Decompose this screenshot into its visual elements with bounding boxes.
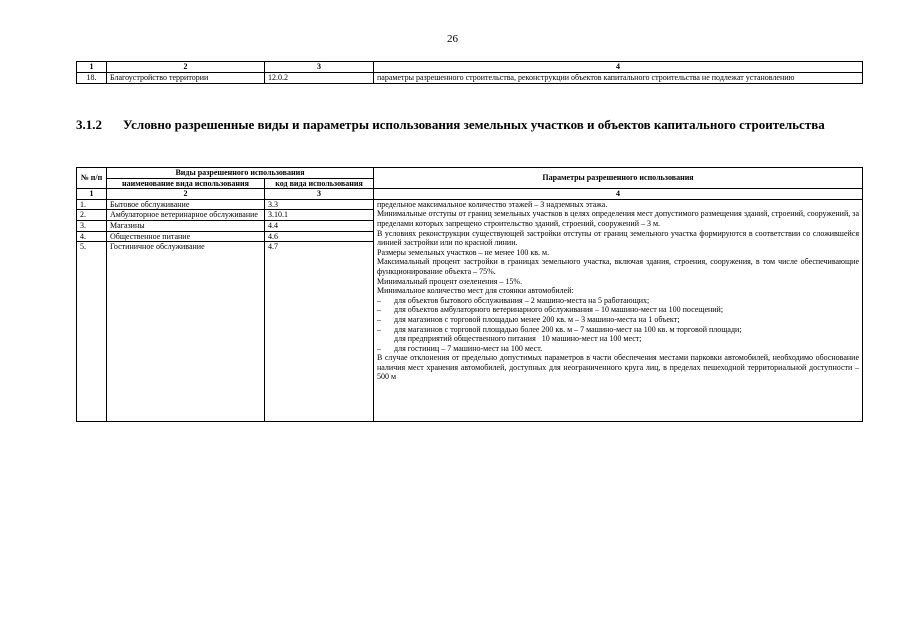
dash-marker: – bbox=[377, 295, 382, 305]
use-params: параметры разрешенного строительства, реконструкции объектов капитального строительства не подлежат установлению bbox=[374, 73, 863, 84]
table-row bbox=[77, 199, 863, 210]
dash-marker: – bbox=[377, 343, 382, 353]
list-item bbox=[377, 305, 859, 315]
parking-list bbox=[377, 296, 859, 354]
use-type-code: 4.7 bbox=[265, 242, 374, 252]
use-type-name: Магазины bbox=[107, 220, 265, 231]
empty-cell bbox=[265, 252, 374, 422]
params-built-percentage: Максимальный процент застройки в границах земельного участка, включая здания, строения, сооружения, в том числе обеспечивающие функционирование объекта – 75%. bbox=[377, 257, 860, 276]
list-item bbox=[377, 325, 859, 335]
list-item-text: для магазинов с торговой площадью менее 200 кв. м – 3 машино-места на 1 объект; bbox=[394, 314, 680, 324]
header-use-types: Виды разрешенного использования bbox=[107, 168, 374, 179]
use-type-code: 3.10.1 bbox=[265, 210, 374, 221]
empty-cell bbox=[77, 252, 107, 422]
empty-cell bbox=[107, 252, 265, 422]
conditional-uses-table bbox=[76, 167, 863, 422]
list-item-text: для магазинов с торговой площадью более 200 кв. м – 7 машино-мест на 100 кв. м торговой площади; bbox=[394, 324, 742, 334]
use-type-name: Общественное питание bbox=[107, 231, 265, 242]
list-item-text: для гостиниц – 7 машино-мест на 100 мест. bbox=[394, 343, 543, 353]
section-number: 3.1.2 bbox=[76, 117, 102, 132]
row-number: 2. bbox=[77, 210, 107, 221]
use-type-name: Бытовое обслуживание bbox=[107, 199, 265, 210]
list-item bbox=[377, 344, 859, 354]
use-type-code: 4.4 bbox=[265, 220, 374, 231]
col-index-2: 2 bbox=[107, 189, 265, 200]
list-item-text: для объектов бытового обслуживания – 2 машино-места на 5 работающих; bbox=[394, 295, 650, 305]
column-index-row bbox=[77, 189, 863, 200]
params-plot-size: Размеры земельных участков – не менее 100 кв. м. bbox=[377, 247, 550, 257]
use-type-name: Амбулаторное ветеринарное обслуживание bbox=[107, 210, 265, 221]
row-number: 5. bbox=[77, 242, 107, 252]
use-type-code: 4.6 bbox=[265, 231, 374, 242]
use-params-cell bbox=[374, 199, 863, 421]
dash-marker: – bbox=[377, 324, 382, 334]
params-parking-title: Минимальное количество мест для стоянки автомобилей: bbox=[377, 286, 574, 296]
col-index-3: 3 bbox=[265, 62, 374, 73]
header-params: Параметры разрешенного использования bbox=[374, 168, 863, 189]
use-type-name: Благоустройство территории bbox=[107, 73, 265, 84]
dash-marker: – bbox=[377, 305, 382, 315]
header-number: № п/п bbox=[77, 168, 107, 189]
row-number: 3. bbox=[77, 220, 107, 231]
page-number: 26 bbox=[447, 33, 458, 45]
list-item bbox=[377, 296, 859, 306]
params-setbacks: Минимальные отступы от границ земельных участков в целях определения мест допустимого размещения зданий, строений, сооружений, за пределами которых запрещено строительство зданий, строений, сооружений – 3 м. bbox=[377, 209, 860, 228]
header-use-code: код вида использования bbox=[265, 178, 374, 189]
use-type-code: 12.0.2 bbox=[265, 73, 374, 84]
col-index-4: 4 bbox=[374, 189, 863, 200]
col-index-3: 3 bbox=[265, 189, 374, 200]
row-number: 4. bbox=[77, 231, 107, 242]
row-number: 18. bbox=[77, 73, 107, 84]
row-number: 1. bbox=[77, 199, 107, 210]
col-index-1: 1 bbox=[77, 189, 107, 200]
list-item bbox=[377, 334, 859, 344]
params-reconstruction: В условиях реконструкции существующей застройки отступы от границ земельного участка формируются в соответствии со сложившейся линией застройки или по красной линии. bbox=[377, 228, 860, 248]
use-type-name: Гостиничное обслуживание bbox=[107, 242, 265, 252]
params-greenery: Минимальный процент озеленения – 15%. bbox=[377, 276, 523, 286]
section-heading bbox=[76, 117, 862, 133]
params-floors: предельное максимальное количество этажей – 3 надземных этажа. bbox=[377, 199, 608, 209]
header-use-name: наименование вида использования bbox=[107, 178, 265, 189]
list-item-text: для предприятий общественного питания 10 машино-мест на 100 мест; bbox=[394, 334, 642, 344]
list-item bbox=[377, 315, 859, 325]
col-index-1: 1 bbox=[77, 62, 107, 73]
continuation-table-header bbox=[77, 62, 863, 73]
table-row bbox=[77, 73, 863, 84]
col-index-2: 2 bbox=[107, 62, 265, 73]
col-index-4: 4 bbox=[374, 62, 863, 73]
table-header-row bbox=[77, 168, 863, 179]
list-item-text: для объектов амбулаторного ветеринарного обслуживания – 10 машино-мест на 100 посещений; bbox=[394, 305, 724, 315]
section-title: Условно разрешенные виды и параметры использования земельных участков и объектов капитального строительства bbox=[123, 117, 825, 132]
continuation-table bbox=[76, 61, 863, 84]
use-type-code: 3.3 bbox=[265, 199, 374, 210]
dash-marker: – bbox=[377, 314, 382, 324]
params-parking-deviation: В случае отклонения от предельно допустимых параметров в части обеспечения местами парковки автомобилей, необходимо обоснование наличия мест хранения автомобилей, доступных для неограниченного круга лиц, в пределах пешеходной территориальной доступности – 500 м bbox=[377, 353, 860, 382]
